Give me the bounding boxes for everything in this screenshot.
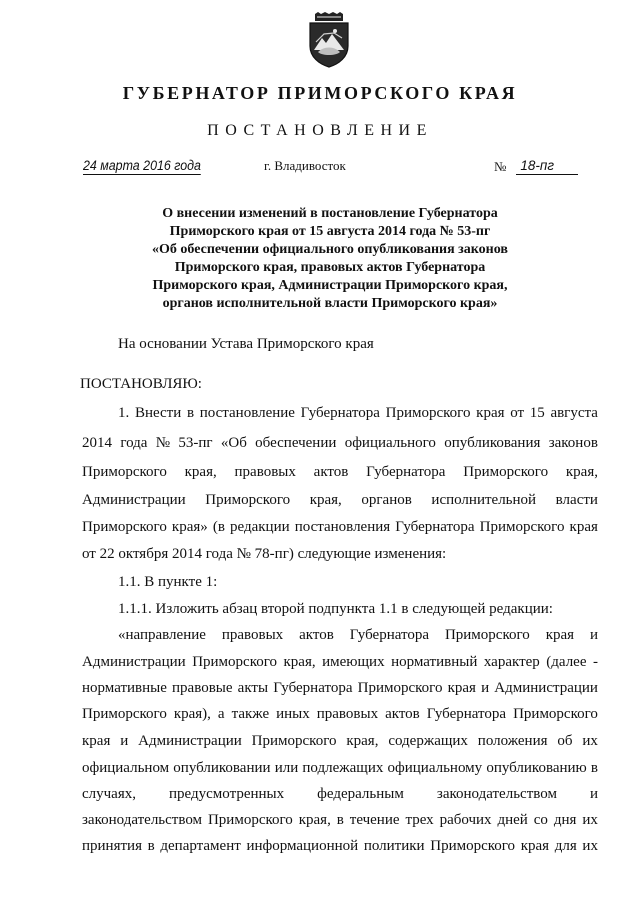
body-line: края и Администрации Приморского края, содержащих положения об их [82,733,598,749]
body-line: 2014 года № 53-пг «Об обеспечении официального опубликования законов [82,435,598,451]
title-line: Приморского края от 15 августа 2014 года № 53-пг [169,224,491,239]
body-line: Администрации Приморского края, имеющих нормативный характер (далее - [82,654,598,670]
title-line: О внесении изменений в постановление Губернатора [162,206,498,221]
title-line: Приморского края, правовых актов Губернатора [174,260,486,275]
number-sign: № [494,159,507,174]
body-line: Приморского края» (в редакции постановления Губернатора Приморского края [82,519,598,535]
document-title [110,205,550,313]
resolve-heading: ПОСТАНОВЛЯЮ: [80,376,202,392]
document-number [494,158,578,175]
body-line: Приморского края), а также иных правовых актов Губернатора Приморского [82,706,598,722]
document-city: г. Владивосток [264,158,346,173]
body-line: официальном опубликовании или подлежащих официальному опубликованию в [82,760,598,776]
body-line: «направление правовых актов Губернатора Приморского края и [118,627,598,643]
legal-basis: На основании Устава Приморского края [118,336,374,352]
body-line: нормативные правовые акты Губернатора Приморского края и Администрации [82,680,598,696]
issuer-heading: ГУБЕРНАТОР ПРИМОРСКОГО КРАЯ [122,83,518,103]
title-line: Приморского края, Администрации Приморского края, [152,278,508,293]
number-value: 18-пг [516,158,578,175]
body-line: 1.1.1. Изложить абзац второй подпункта 1.1 в следующей редакции: [118,601,553,617]
body-line: 1.1. В пункте 1: [118,574,218,590]
body-line: случаях, предусмотренных федеральным законодательством и [82,786,598,802]
body-line: Администрации Приморского края, органов исполнительной власти [82,492,598,508]
body-line: Приморского края, правовых актов Губернатора Приморского края, [82,464,598,480]
document-type: ПОСТАНОВЛЕНИЕ [207,122,433,139]
title-line: органов исполнительной власти Приморского края» [162,296,498,311]
body-line: принятия в департамент информационной политики Приморского края для их [82,838,598,854]
title-line: «Об обеспечении официального опубликования законов [152,242,508,257]
document-date: 24 марта 2016 года [83,158,201,173]
coat-of-arms-icon [306,12,352,68]
body-line: от 22 октября 2014 года № 78-пг) следующие изменения: [82,546,447,562]
body-line: законодательством Приморского края, в течение трех рабочих дней со дня их [82,812,598,828]
body-line: 1. Внести в постановление Губернатора Приморского края от 15 августа [118,405,598,421]
